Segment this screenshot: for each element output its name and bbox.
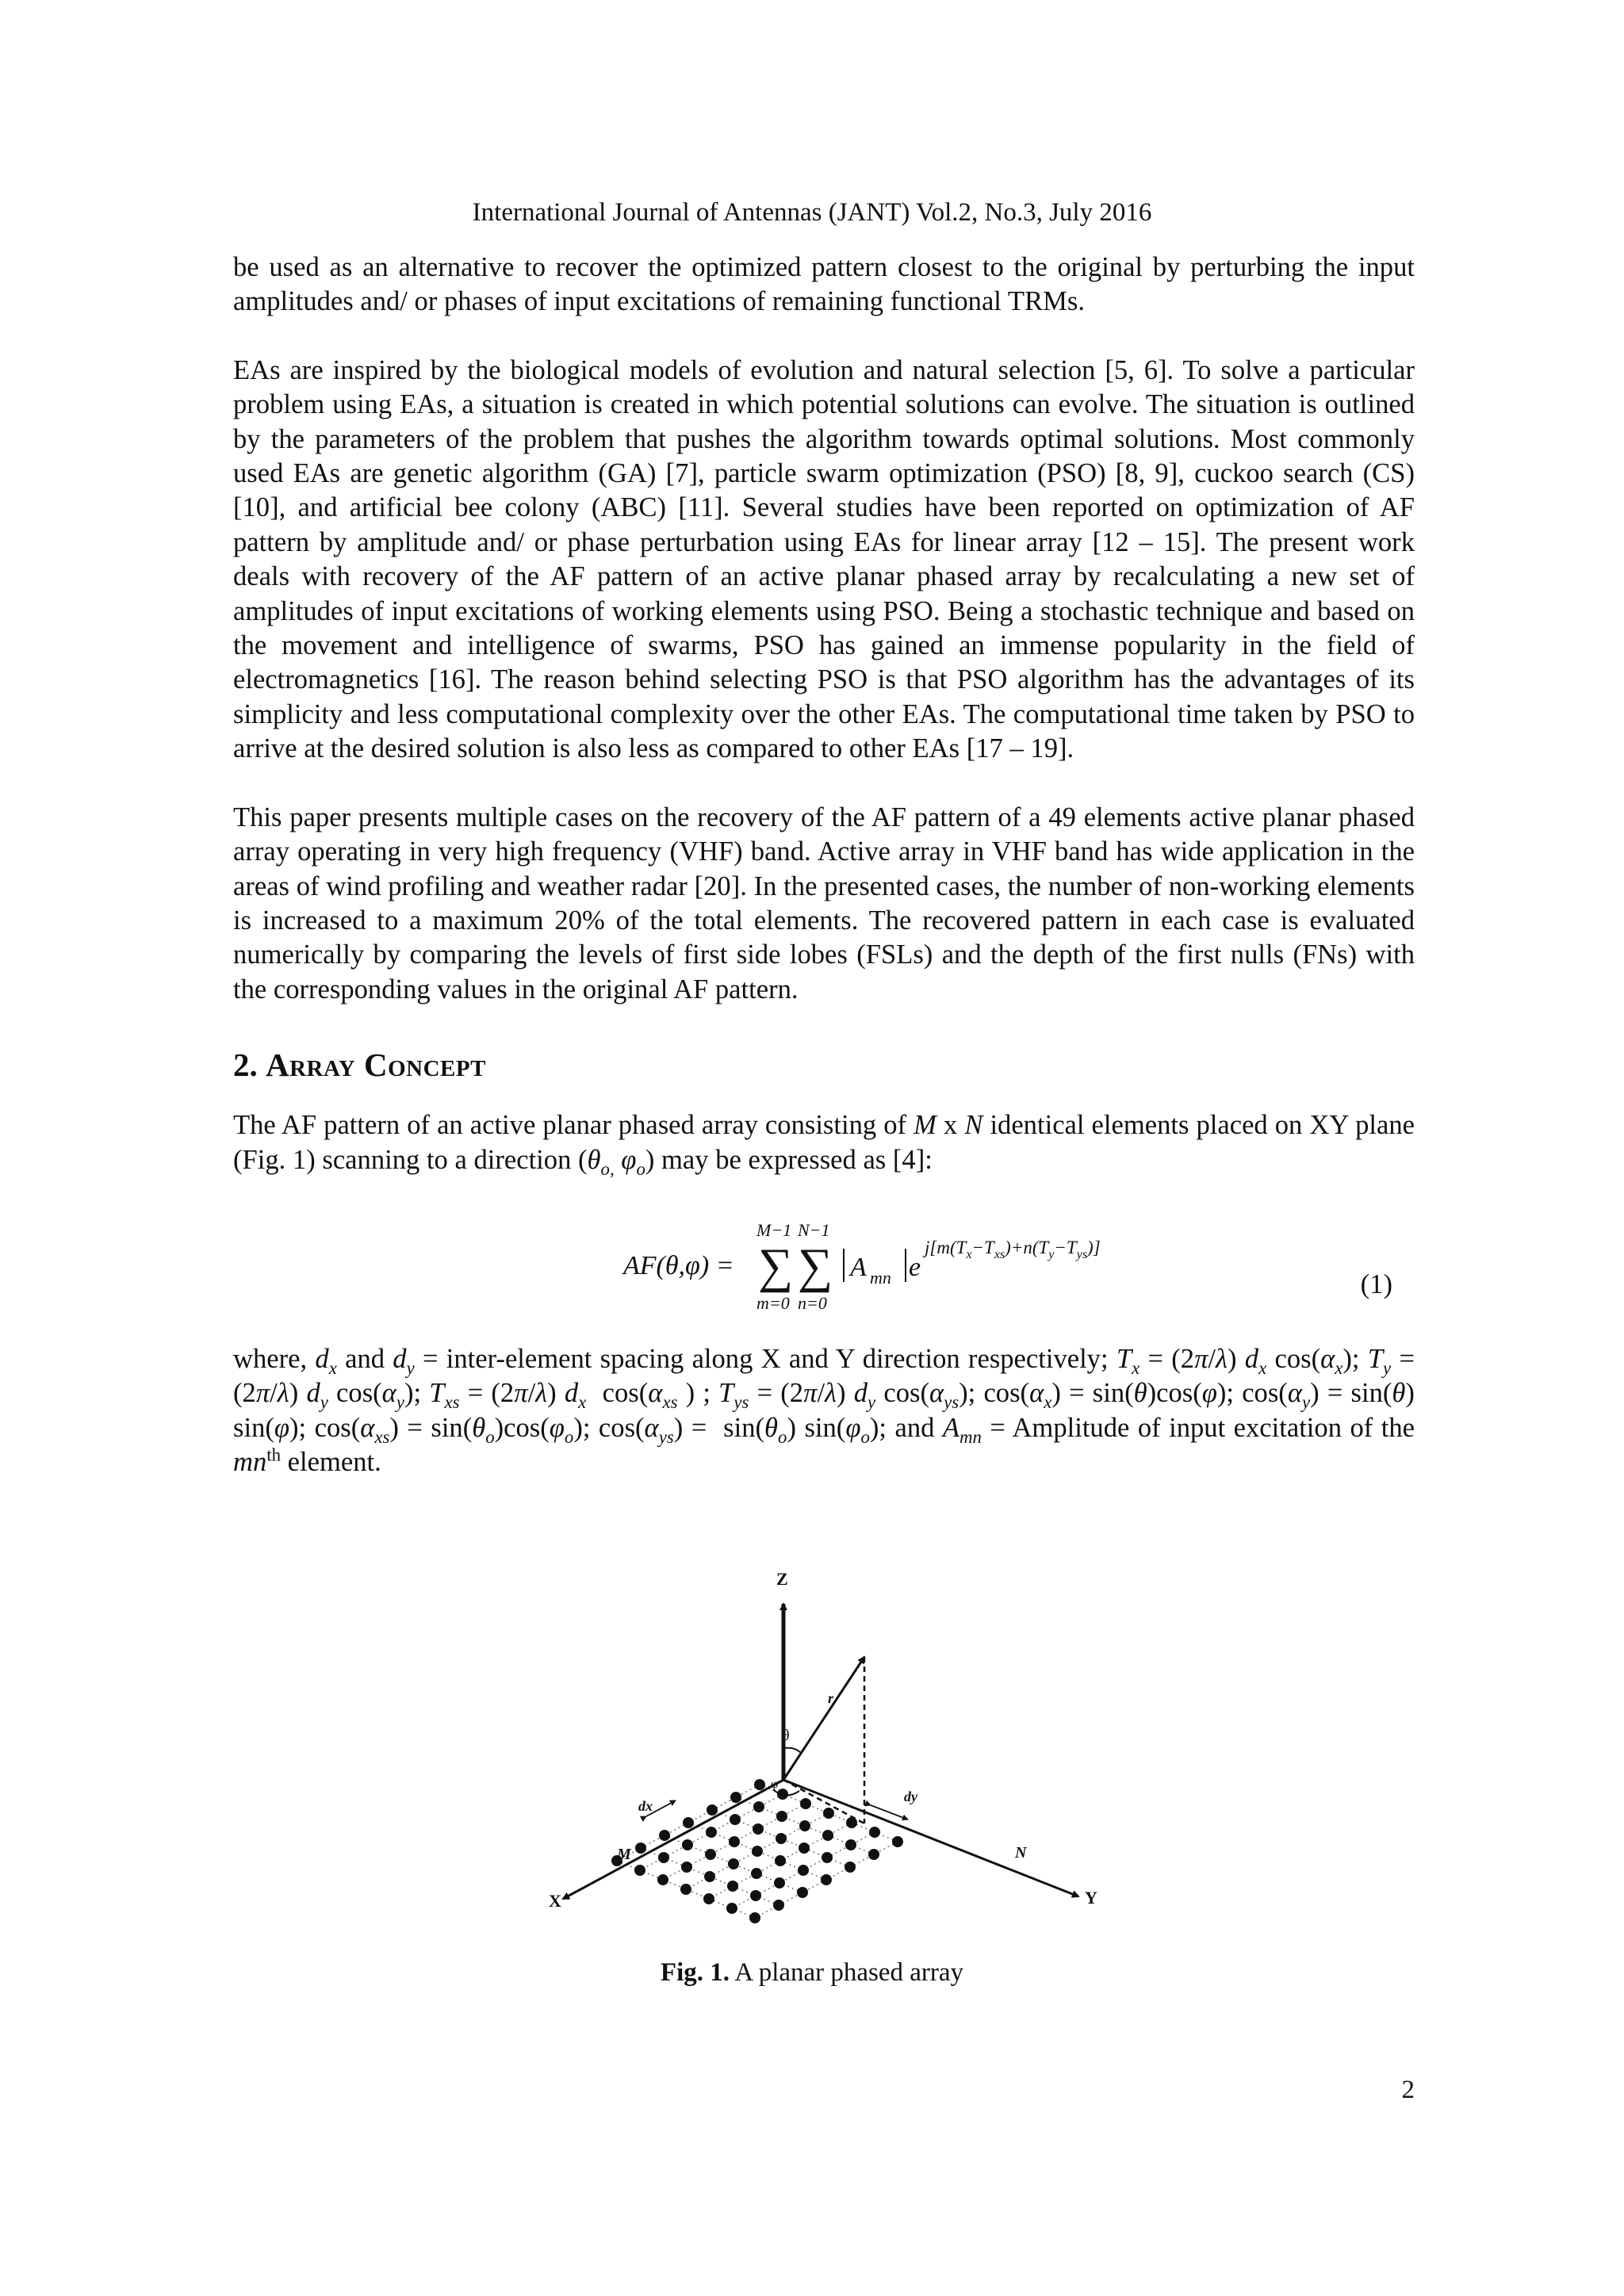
array-element-dot: [727, 1881, 738, 1892]
equation-graphic: [233, 1190, 1415, 1325]
z-label: Z: [776, 1569, 788, 1589]
m-label: M: [617, 1846, 631, 1863]
array-element-dot: [773, 1900, 784, 1911]
caption-text: A planar phased array: [730, 1958, 964, 1987]
array-element-dot: [797, 1887, 808, 1898]
p4-var-m: M: [914, 1110, 936, 1141]
array-element-dot: [728, 1858, 739, 1869]
eq-amp-sub: mn: [870, 1267, 891, 1288]
array-element-dot: [682, 1839, 693, 1850]
array-element-dot: [730, 1792, 741, 1803]
array-element-dot: [845, 1839, 856, 1850]
figure-caption: [0, 1958, 1624, 1988]
array-elements: [611, 1779, 903, 1923]
array-element-dot: [753, 1801, 764, 1812]
caption-label: Fig. 1.: [660, 1958, 730, 1987]
eq-sum2-top: N−1: [798, 1219, 830, 1240]
p4-theta: θ: [587, 1144, 601, 1175]
p4-sub-o1: o,: [600, 1158, 615, 1179]
array-element-dot: [775, 1855, 786, 1866]
p4-text-4: ) may be expressed as [4]:: [645, 1144, 933, 1175]
array-element-dot: [730, 1814, 741, 1825]
equation-1: [233, 1190, 1415, 1325]
p4-text-2: x: [936, 1110, 965, 1141]
theta-label: θ: [782, 1727, 790, 1744]
array-element-dot: [821, 1874, 832, 1885]
running-header: International Journal of Antennas (JANT) Vol.2, No.3, July 2016: [472, 198, 1152, 227]
paragraph-5: where, $d_x$ and $d_y$ = inter-element spacing along X and Y direction respectively; $T_x = (2\pi/\lambda)$ $d_x$ $\cos(\alpha_x)$; $T_y = (2\pi/\lambda)$ $d_y$ $\cos(\alpha_y)$; $T_{xs} = (2\pi/\lambda)$ $d_x$ $\cos(\alpha_{xs}$ ) ; $T_{ys} = (2\pi/\lambda)$ $d_y$ $\cos(\alpha_{ys})$; $\cos(\alpha_x) = \sin(\theta)\cos(\varphi)$; $\cos(\alpha_y) = \sin(\theta)$ sin(φ); $\cos(\alpha_{xs}) = \sin(\theta_o)\cos(\varphi_o)$; $\cos(\alpha_{ys}) = \sin(\theta_o)$ $\sin(\varphi_o)$; and $A_{mn}$ = Amplitude of input excitation of the $mn^{th}$ element.: [233, 1343, 1415, 1478]
main-text: [233, 251, 1415, 1480]
array-element-dot: [800, 1798, 811, 1809]
eq-sum1-sigma: ∑: [758, 1238, 794, 1293]
array-element-dot: [749, 1912, 760, 1923]
array-element-dot: [752, 1846, 763, 1857]
array-element-dot: [680, 1884, 691, 1895]
p4-phi: φ: [614, 1144, 637, 1175]
array-element-dot: [658, 1852, 669, 1863]
section-title: Array Concept: [266, 1047, 486, 1084]
paragraph-1: be used as an alternative to recover the optimized pattern closest to the original by perturbing the input amplitudes and/ or phases of input excitations of remaining functional TRMs.: [233, 252, 1415, 317]
array-element-dot: [681, 1862, 692, 1873]
array-element-dot: [869, 1827, 880, 1838]
array-element-dot: [845, 1862, 856, 1873]
array-element-dot: [683, 1817, 694, 1828]
p4-text-1: The AF pattern of an active planar phased array consisting of: [233, 1110, 914, 1141]
array-element-dot: [776, 1811, 787, 1822]
array-element-dot: [726, 1903, 737, 1914]
x-label: X: [549, 1891, 561, 1911]
array-element-dot: [704, 1871, 715, 1882]
n-label: N: [1015, 1844, 1027, 1862]
array-element-dot: [822, 1830, 833, 1841]
array-element-dot: [634, 1865, 645, 1876]
eq-sum1-top: M−1: [756, 1219, 792, 1240]
array-element-dot: [754, 1779, 765, 1790]
eq-amp: A: [850, 1252, 867, 1282]
array-element-dot: [657, 1874, 668, 1885]
eq-exp-base: e: [909, 1252, 921, 1282]
array-element-dot: [868, 1849, 879, 1860]
page-number: 2: [1401, 2076, 1415, 2104]
array-element-dot: [751, 1868, 762, 1879]
r-vector: [783, 1657, 864, 1780]
eq-lhs: AF(θ,φ) =: [623, 1250, 734, 1280]
eq-sum1-bot: m=0: [756, 1292, 790, 1313]
array-element-dot: [799, 1820, 810, 1831]
array-element-dot: [846, 1817, 857, 1828]
array-element-dot: [822, 1852, 833, 1863]
array-element-dot: [659, 1830, 670, 1841]
array-element-dot: [774, 1877, 785, 1888]
p4-sub-o2: o: [636, 1158, 645, 1179]
section-number: 2.: [233, 1047, 266, 1084]
paragraph-2: EAs are inspired by the biological models of evolution and natural selection [5, 6]. To solve a particular problem using EAs, a situation is created in which potential solutions can evolve. The situation is outlined by the parameters of the problem that pushes the algorithm towards optimal solutions. Most commonly used EAs are genetic algorithm (GA) [7], particle swarm optimization (PSO) [8, 9], cuckoo search (CS) [10], and artificial bee colony (ABC) [11]. Several studies have been reported on optimization of AF pattern by amplitude and/ or phase perturbation using EAs for linear array [12 – 15]. The present work deals with recovery of the AF pattern of an active planar phased array by recalculating a new set of amplitudes of input excitations of working elements using PSO. Being a stochastic technique and based on the movement and intelligence of swarms, PSO has gained an immense popularity in the field of electromagnetics [16]. The reason behind selecting PSO is that PSO algorithm has the advantages of its simplicity and less computational complexity over the other EAs. The computational time taken by PSO to arrive at the desired solution is also less as compared to other EAs [17 – 19].: [233, 354, 1415, 764]
x-axis: [563, 1780, 783, 1899]
dy-label: dy: [904, 1789, 917, 1804]
equation-number: (1): [1360, 1269, 1392, 1299]
array-element-dot: [706, 1827, 717, 1838]
eq-sum2-sigma: ∑: [798, 1238, 833, 1293]
paragraph-4: [233, 1108, 1415, 1177]
array-element-dot: [703, 1893, 714, 1904]
phi-label: φ: [771, 1777, 779, 1791]
r-label: r: [828, 1690, 834, 1706]
figure-planar-array: [476, 1566, 1158, 2010]
p4-var-n: N: [964, 1110, 983, 1141]
array-element-dot: [635, 1843, 646, 1854]
array-element-dot: [892, 1836, 903, 1847]
y-label: Y: [1085, 1888, 1097, 1908]
array-element-dot: [776, 1833, 787, 1844]
array-element-dot: [753, 1823, 764, 1835]
array-element-dot: [707, 1804, 718, 1816]
r-projection-base: [783, 1780, 864, 1823]
array-element-dot: [798, 1865, 809, 1876]
p4-text-3: identical elements placed on XY plane (Fig. 1) scanning to a direction (: [233, 1110, 1415, 1175]
array-element-dot: [750, 1890, 761, 1901]
array-element-dot: [729, 1836, 740, 1847]
array-element-dot: [799, 1843, 810, 1854]
theta-arc: [783, 1748, 801, 1753]
dx-label: dx: [638, 1798, 653, 1814]
array-element-dot: [823, 1808, 834, 1819]
eq-exponent: $j[m(T_x-T_{xs})+n(T_y-T_{ys})]$: [925, 1237, 1101, 1261]
array-element-dot: [705, 1849, 716, 1860]
eq-sum2-bot: n=0: [798, 1292, 827, 1313]
paragraph-3: This paper presents multiple cases on the recovery of the AF pattern of a 49 elements active planar phased array operating in very high frequency (VHF) band. Active array in VHF band has wide application in the areas of wind profiling and weather radar [20]. In the presented cases, the number of non-working elements is increased to a maximum 20% of the total elements. The recovered pattern in each case is evaluated numerically by comparing the levels of first side lobes (FSLs) and the depth of the first nulls (FNs) with the corresponding values in the original AF pattern.: [233, 802, 1415, 1004]
section-heading: [233, 1045, 1415, 1085]
